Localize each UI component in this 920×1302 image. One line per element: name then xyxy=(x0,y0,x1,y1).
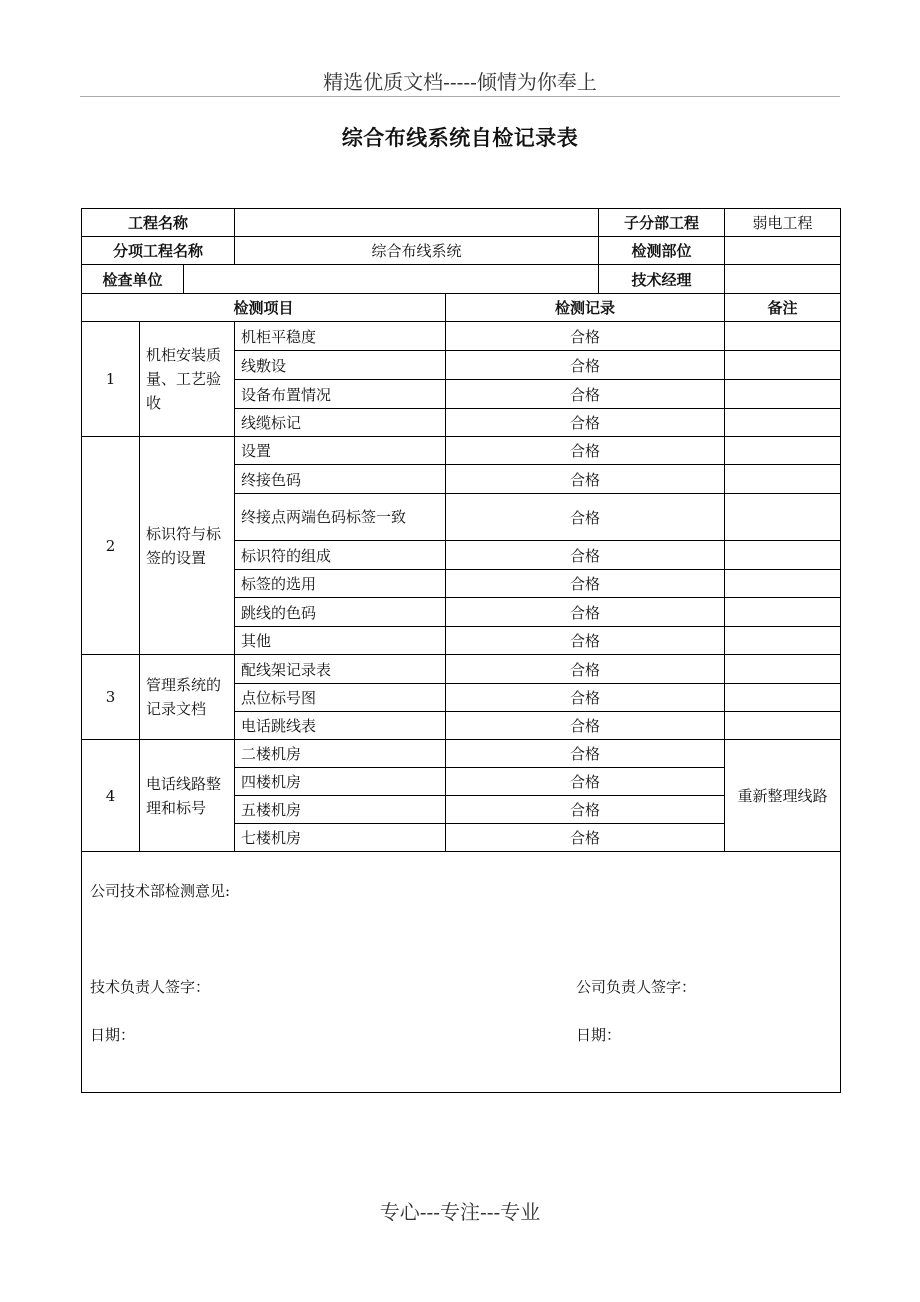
date-right-label[interactable]: 日期： xyxy=(576,1026,622,1044)
opinion-section xyxy=(82,852,841,1093)
check-record[interactable]: 合格 xyxy=(446,570,725,598)
check-item: 终接点两端色码标签一致 xyxy=(235,494,446,541)
check-record[interactable]: 合格 xyxy=(446,796,725,824)
column-header-record: 检测记录 xyxy=(446,294,725,322)
check-remark[interactable] xyxy=(725,494,841,541)
group-name: 管理系统的记录文档 xyxy=(140,655,235,740)
check-remark[interactable] xyxy=(725,684,841,712)
check-record[interactable]: 合格 xyxy=(446,768,725,796)
check-remark[interactable] xyxy=(725,465,841,494)
check-item: 跳线的色码 xyxy=(235,598,446,627)
project-name-label: 工程名称 xyxy=(82,209,235,237)
merged-remark[interactable]: 重新整理线路 xyxy=(725,740,841,852)
check-item: 机柜平稳度 xyxy=(235,322,446,351)
inspection-table xyxy=(81,208,841,1093)
check-record[interactable]: 合格 xyxy=(446,740,725,768)
check-item: 七楼机房 xyxy=(235,824,446,852)
check-record[interactable]: 合格 xyxy=(446,684,725,712)
check-record[interactable]: 合格 xyxy=(446,712,725,740)
tech-signature-label[interactable]: 技术负责人签字： xyxy=(90,978,211,996)
tech-manager-label: 技术经理 xyxy=(599,265,725,294)
inspection-unit-label: 检查单位 xyxy=(82,265,184,294)
check-record[interactable]: 合格 xyxy=(446,598,725,627)
check-record[interactable]: 合格 xyxy=(446,824,725,852)
check-record[interactable]: 合格 xyxy=(446,541,725,570)
check-record[interactable]: 合格 xyxy=(446,322,725,351)
check-remark[interactable] xyxy=(725,598,841,627)
project-name-value[interactable] xyxy=(235,209,599,237)
column-header-item: 检测项目 xyxy=(82,294,446,322)
check-remark[interactable] xyxy=(725,712,841,740)
check-record[interactable]: 合格 xyxy=(446,655,725,684)
check-record[interactable]: 合格 xyxy=(446,380,725,409)
table-row xyxy=(82,655,841,684)
check-remark[interactable] xyxy=(725,655,841,684)
table-row xyxy=(82,437,841,465)
column-header-remark: 备注 xyxy=(725,294,841,322)
sub-item-label: 分项工程名称 xyxy=(82,237,235,265)
table-row xyxy=(82,740,841,768)
check-remark[interactable] xyxy=(725,351,841,380)
company-signature-label[interactable]: 公司负责人签字： xyxy=(576,978,697,996)
test-location-label: 检测部位 xyxy=(599,237,725,265)
check-remark[interactable] xyxy=(725,437,841,465)
check-item: 电话跳线表 xyxy=(235,712,446,740)
sub-item-value[interactable]: 综合布线系统 xyxy=(235,237,599,265)
group-name: 电话线路整理和标号 xyxy=(140,740,235,852)
check-remark[interactable] xyxy=(725,322,841,351)
check-record[interactable]: 合格 xyxy=(446,437,725,465)
check-item: 点位标号图 xyxy=(235,684,446,712)
check-item: 其他 xyxy=(235,627,446,655)
group-number: 4 xyxy=(82,740,140,852)
check-remark[interactable] xyxy=(725,627,841,655)
check-remark[interactable] xyxy=(725,380,841,409)
table-row xyxy=(82,322,841,351)
check-item: 终接色码 xyxy=(235,465,446,494)
check-item: 线敷设 xyxy=(235,351,446,380)
page-header: 精选优质文档-----倾情为你奉上 xyxy=(323,70,597,94)
check-item: 四楼机房 xyxy=(235,768,446,796)
check-item: 五楼机房 xyxy=(235,796,446,824)
document-title: 综合布线系统自检记录表 xyxy=(341,126,579,150)
check-record[interactable]: 合格 xyxy=(446,627,725,655)
group-number: 1 xyxy=(82,322,140,437)
check-item: 标签的选用 xyxy=(235,570,446,598)
check-remark[interactable] xyxy=(725,541,841,570)
check-item: 线缆标记 xyxy=(235,409,446,437)
check-item: 二楼机房 xyxy=(235,740,446,768)
check-remark[interactable] xyxy=(725,570,841,598)
opinion-label: 公司技术部检测意见: xyxy=(90,882,231,900)
check-record[interactable]: 合格 xyxy=(446,465,725,494)
check-remark[interactable] xyxy=(725,409,841,437)
header-divider xyxy=(80,96,840,97)
group-name: 标识符与标签的设置 xyxy=(140,437,235,655)
check-item: 设置 xyxy=(235,437,446,465)
check-item: 配线架记录表 xyxy=(235,655,446,684)
tech-manager-value[interactable] xyxy=(725,265,841,294)
group-number: 3 xyxy=(82,655,140,740)
group-name: 机柜安装质量、工艺验收 xyxy=(140,322,235,437)
subdivision-label: 子分部工程 xyxy=(599,209,725,237)
group-number: 2 xyxy=(82,437,140,655)
inspection-unit-value[interactable] xyxy=(184,265,599,294)
check-record[interactable]: 合格 xyxy=(446,409,725,437)
check-record[interactable]: 合格 xyxy=(446,494,725,541)
page-footer: 专心---专注---专业 xyxy=(379,1200,541,1224)
subdivision-value[interactable]: 弱电工程 xyxy=(725,209,841,237)
check-item: 标识符的组成 xyxy=(235,541,446,570)
check-record[interactable]: 合格 xyxy=(446,351,725,380)
date-left-label[interactable]: 日期： xyxy=(90,1026,136,1044)
check-item: 设备布置情况 xyxy=(235,380,446,409)
test-location-value[interactable] xyxy=(725,237,841,265)
